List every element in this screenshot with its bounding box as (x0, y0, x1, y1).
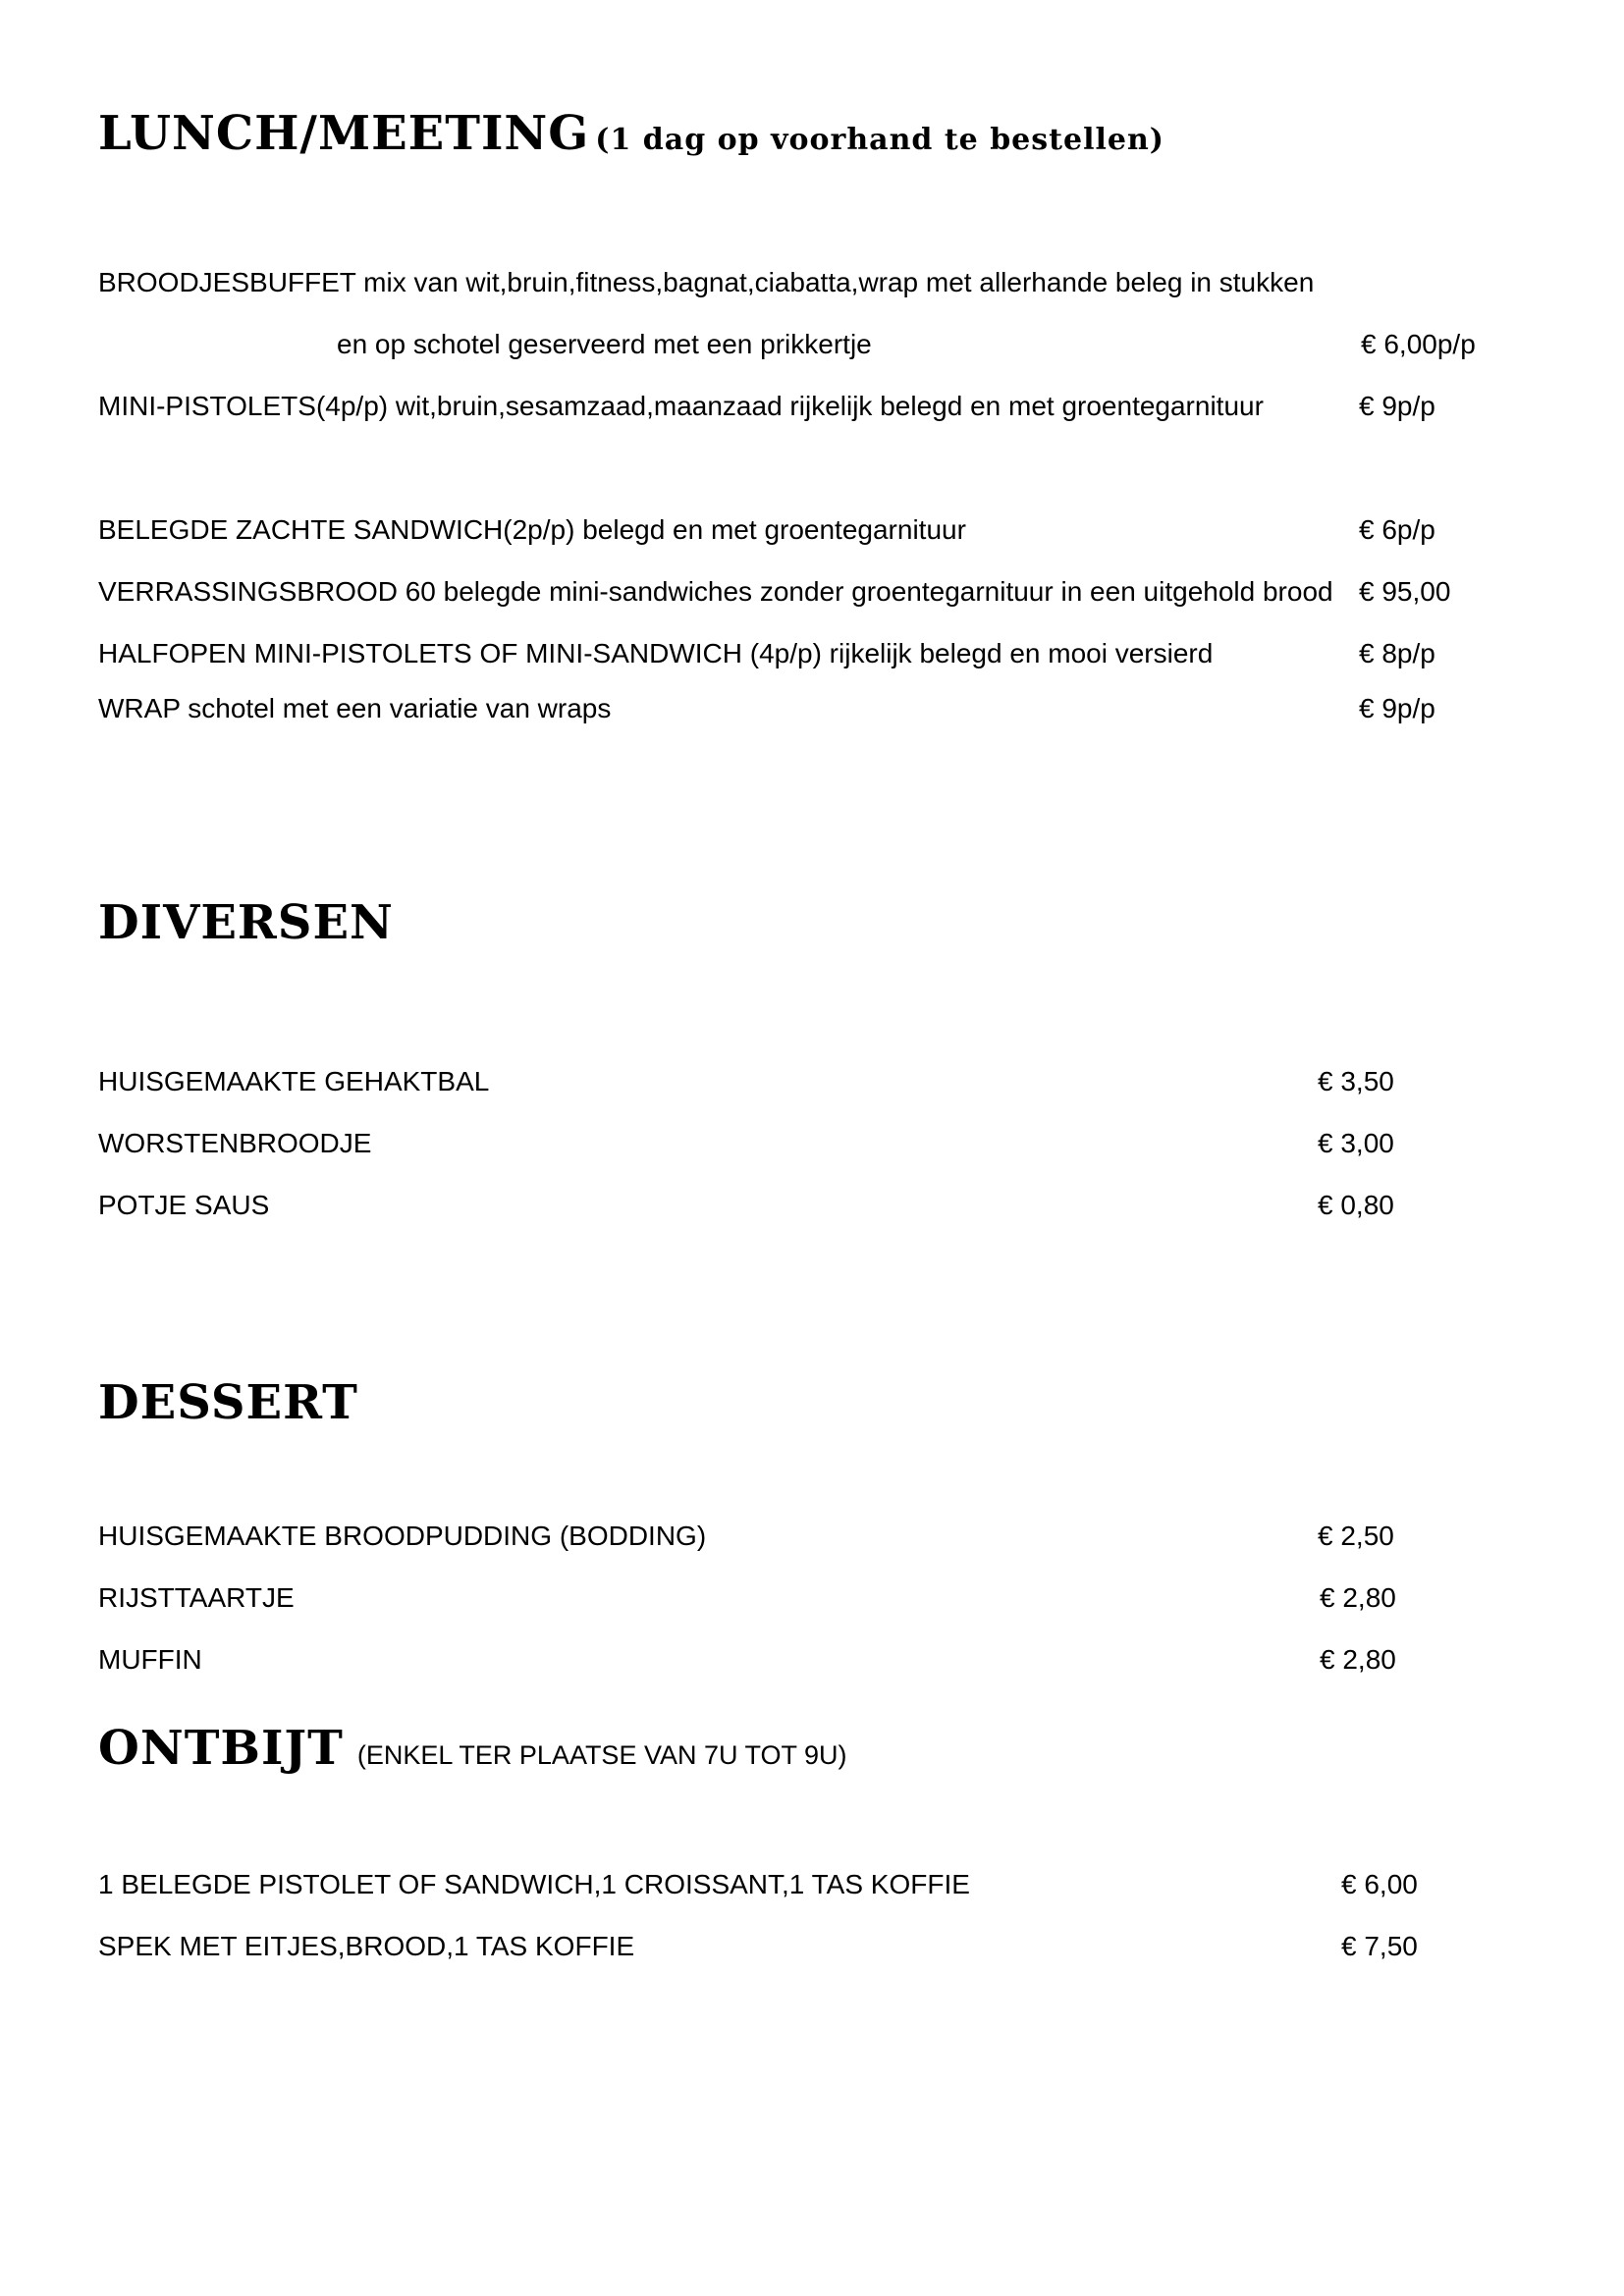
menu-item-price: € 6p/p (1359, 514, 1435, 545)
menu-item-text: MINI-PISTOLETS(4p/p) wit,bruin,sesamzaad,maanzaad rijkelijk belegd en met groentegarnituur (98, 391, 1264, 421)
menu-item-price: € 9p/p (1359, 693, 1435, 723)
menu-item-price: € 6,00p/p (1361, 329, 1476, 359)
menu-item-price: € 3,50 (1318, 1066, 1394, 1096)
lunch-title: LUNCH/MEETING (98, 106, 590, 161)
menu-item-text: HUISGEMAAKTE BROODPUDDING (BODDING) (98, 1521, 707, 1551)
menu-item-text: 1 BELEGDE PISTOLET OF SANDWICH,1 CROISSANT,1 TAS KOFFIE (98, 1869, 970, 1899)
menu-item-text: RIJSTTAARTJE (98, 1582, 295, 1613)
menu-item-text: BROODJESBUFFET mix van wit,bruin,fitness,bagnat,ciabatta,wrap met allerhande beleg in stukken (98, 267, 1315, 297)
menu-item-text: HUISGEMAAKTE GEHAKTBAL (98, 1066, 490, 1096)
ontbijt-note: (ENKEL TER PLAATSE VAN 7U TOT 9U) (356, 1740, 847, 1770)
menu-item-price: € 6,00 (1341, 1869, 1418, 1899)
menu-item-price: € 0,80 (1318, 1190, 1394, 1220)
dessert-title: DESSERT (98, 1375, 358, 1430)
menu-item-price: € 9p/p (1359, 391, 1435, 421)
menu-item-price: € 3,00 (1318, 1128, 1394, 1158)
menu-item-text: MUFFIN (98, 1644, 202, 1675)
lunch-subtitle: (1 dag op voorhand te bestellen) (595, 123, 1164, 157)
menu-item-price: € 2,80 (1320, 1582, 1396, 1613)
menu-item-price: € 7,50 (1341, 1931, 1418, 1961)
ontbijt-heading (98, 1721, 847, 1776)
menu-item-price: € 95,00 (1359, 576, 1451, 607)
menu-item-price: € 2,50 (1318, 1521, 1394, 1551)
menu-item-price: € 2,80 (1320, 1644, 1396, 1675)
lunch-heading (98, 106, 1164, 161)
diversen-title: DIVERSEN (98, 895, 394, 950)
menu-item-text: HALFOPEN MINI-PISTOLETS OF MINI-SANDWICH (4p/p) rijkelijk belegd en mooi versierd (98, 638, 1214, 668)
ontbijt-title: ONTBIJT (98, 1721, 344, 1776)
menu-item-price: € 8p/p (1359, 638, 1435, 668)
menu-item-text: en op schotel geserveerd met een prikkertje (337, 329, 872, 359)
menu-item-text: WRAP schotel met een variatie van wraps (98, 693, 612, 723)
menu-item-text: VERRASSINGSBROOD 60 belegde mini-sandwiches zonder groentegarnituur in een uitgehold brood (98, 576, 1333, 607)
menu-item-text: SPEK MET EITJES,BROOD,1 TAS KOFFIE (98, 1931, 635, 1961)
menu-item-text: WORSTENBROODJE (98, 1128, 372, 1158)
menu-item-text: POTJE SAUS (98, 1190, 270, 1220)
menu-item-text: BELEGDE ZACHTE SANDWICH(2p/p) belegd en met groentegarnituur (98, 514, 966, 545)
